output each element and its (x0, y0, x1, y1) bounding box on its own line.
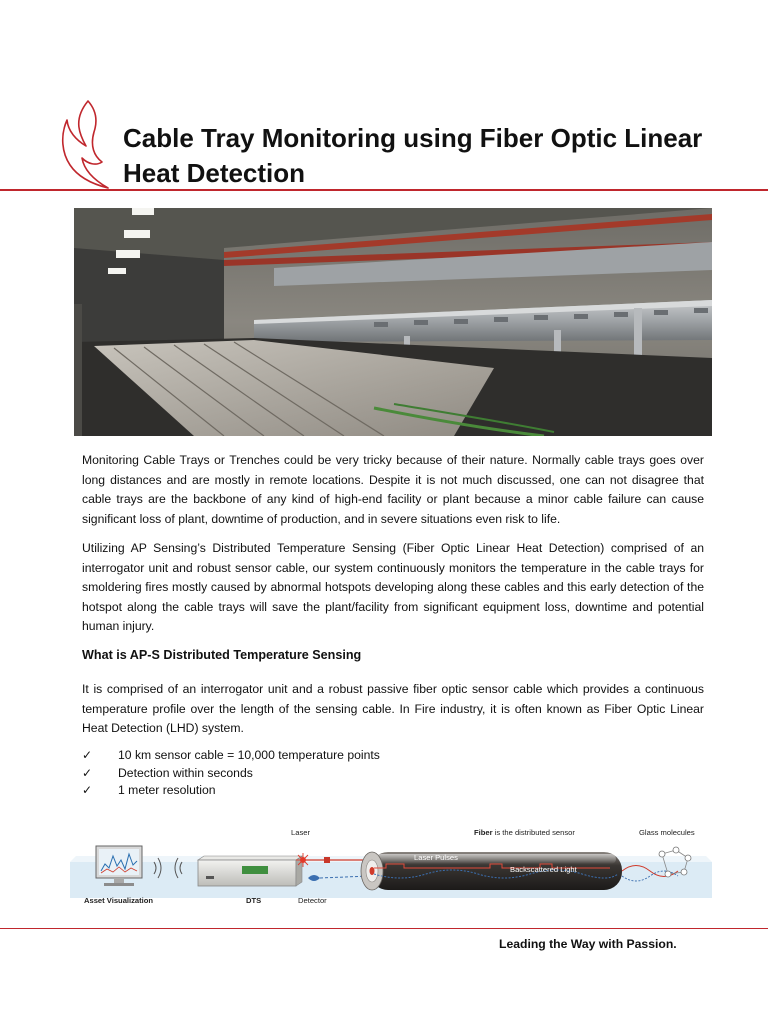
page-title: Cable Tray Monitoring using Fiber Optic Linear Heat Detection (123, 123, 703, 188)
feature-label: 1 meter resolution (118, 783, 216, 797)
footer-tagline: Leading the Way with Passion. (499, 937, 677, 951)
fiber-cable-icon (361, 852, 622, 890)
check-icon: ✓ (82, 783, 93, 797)
check-icon: ✓ (82, 765, 93, 780)
asset-visualization-label: Asset Visualization (84, 896, 154, 905)
section-heading: What is AP-S Distributed Temperature Sensing (82, 648, 362, 662)
fiber-caption: Fiber is the distributed sensor (474, 828, 575, 837)
detector-label: Detector (298, 896, 327, 905)
dts-system-diagram (70, 816, 712, 912)
laser-label: Laser (291, 828, 310, 837)
dts-label: DTS (246, 896, 262, 905)
footer-divider (0, 928, 768, 929)
laser-pulses-label: Laser Pulses (414, 853, 458, 862)
feature-label: 10 km sensor cable = 10,000 temperature points (118, 748, 380, 762)
flame-logo-icon (58, 98, 120, 190)
backscattered-light-label: Backscattered Light (510, 865, 577, 874)
intro-paragraph: Monitoring Cable Trays or Trenches could be very tricky because of their nature. Normally cable trays goes over long distances and are mostly in remote locations. Despite it is not much discussed, one can not disagree that cable trays are the backbone of any kind of high-end facility or plant because a minor cable failure can cause significant loss of plant, downtime of production, and in severe situations even risk to life. (82, 453, 704, 526)
glass-molecules-label: Glass molecules (639, 828, 695, 837)
definition-paragraph: It is comprised of an interrogator unit and a robust passive fiber optic sensor cable which provides a continuous temperature profile over the length of the sensing cable. In Fire industry, it is often known as Fiber Optic Linear Heat Detection (LHD) system. (82, 682, 704, 736)
dts-unit-icon (198, 856, 302, 886)
check-icon: ✓ (82, 748, 93, 762)
solution-paragraph: Utilizing AP Sensing’s Distributed Temperature Sensing (Fiber Optic Linear Heat Detection) comprised of an interrogator unit and robust sensor cable, our system continuously monitors the temperature in the cable trays for smoldering fires mostly caused by abnormal hotspots developing along these cables and this early detection of the hotspot along the cable trays will save the plant/facility from significant equipment loss, downtime and potential human injury. (82, 541, 704, 634)
header-divider (0, 189, 768, 191)
cable-tray-photo (74, 208, 712, 436)
feature-label: Detection within seconds (118, 765, 253, 780)
